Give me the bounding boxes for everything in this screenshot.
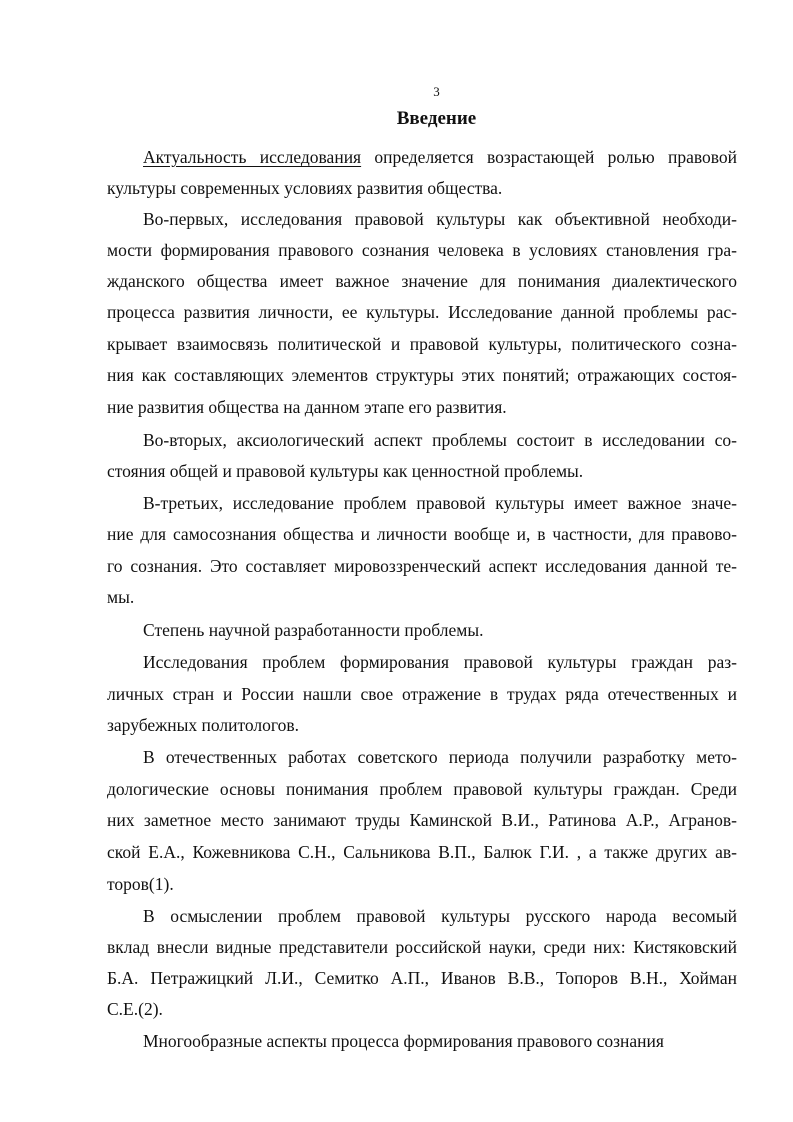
paragraph-7-line-5: торов(1). (107, 874, 174, 894)
paragraph-8-line-1: В осмыслении проблем правовой культуры русского народа весомый (143, 906, 737, 926)
paragraph-6-line-1: Исследования проблем формирования правовой культуры граждан раз- (143, 652, 737, 672)
paragraph-5-line-1: Степень научной разработанности проблемы. (143, 620, 484, 640)
paragraph-3-line-2: стояния общей и правовой культуры как ценностной проблемы. (107, 461, 584, 481)
paragraph-2-line-5: крывает взаимосвязь политической и правовой культуры, политического созна- (107, 334, 737, 354)
paragraph-7-line-1: В отечественных работах советского периода получили разработку мето- (143, 747, 737, 767)
paragraph-8-line-2: вклад внесли видные представители российской науки, среди них: Кистяковский (107, 937, 737, 957)
paragraph-1-line-1 (143, 146, 737, 168)
page-title: Введение (396, 108, 477, 129)
paragraph-6-line-2: личных стран и России нашли свое отражение в трудах ряда отечественных и (107, 684, 737, 704)
relevance-heading: Актуальность исследования (143, 147, 362, 167)
paragraph-9-line-1: Многообразные аспекты процесса формирования правового сознания (143, 1031, 664, 1051)
paragraph-4-line-1: В-третьих, исследование проблем правовой культуры имеет важное значе- (143, 493, 737, 513)
paragraph-4-line-4: мы. (107, 587, 135, 607)
paragraph-1-line-2: культуры современных условиях развития общества. (107, 178, 503, 198)
paragraph-2-line-2: мости формирования правового сознания человека в условиях становления гра- (107, 240, 737, 260)
page-number: 3 (433, 84, 440, 99)
paragraph-4-line-3: го сознания. Это составляет мировоззренческий аспект исследования данной те- (107, 556, 737, 576)
paragraph-2-line-6: ния как составляющих элементов структуры этих понятий; отражающих состоя- (107, 365, 737, 385)
paragraph-3-line-1: Во-вторых, аксиологический аспект проблемы состоит в исследовании со- (143, 430, 737, 450)
paragraph-7-line-2: дологические основы понимания проблем правовой культуры граждан. Среди (107, 779, 737, 799)
paragraph-7-line-4: ской Е.А., Кожевникова С.Н., Сальникова В.П., Балюк Г.И. , а также других ав- (107, 842, 737, 862)
paragraph-2-line-3: жданского общества имеет важное значение для понимания диалектического (107, 271, 737, 291)
paragraph-6-line-3: зарубежных политологов. (107, 715, 300, 735)
paragraph-1-line-1-rest: определяется возрастающей ролью правовой (361, 147, 737, 167)
paragraph-2-line-1: Во-первых, исследования правовой культуры как объективной необходи- (143, 209, 737, 229)
paragraph-8-line-4: С.Е.(2). (107, 999, 163, 1019)
paragraph-7-line-3: них заметное место занимают труды Каминской В.И., Ратинова А.Р., Агранов- (107, 810, 737, 830)
paragraph-8-line-3: Б.А. Петражицкий Л.И., Семитко А.П., Иванов В.В., Топоров В.Н., Хойман (107, 968, 737, 988)
paragraph-2-line-7: ние развития общества на данном этапе его развития. (107, 397, 507, 417)
paragraph-2-line-4: процесса развития личности, ее культуры. Исследование данной проблемы рас- (107, 302, 737, 322)
paragraph-4-line-2: ние для самосознания общества и личности вообще и, в частности, для правово- (107, 524, 737, 544)
